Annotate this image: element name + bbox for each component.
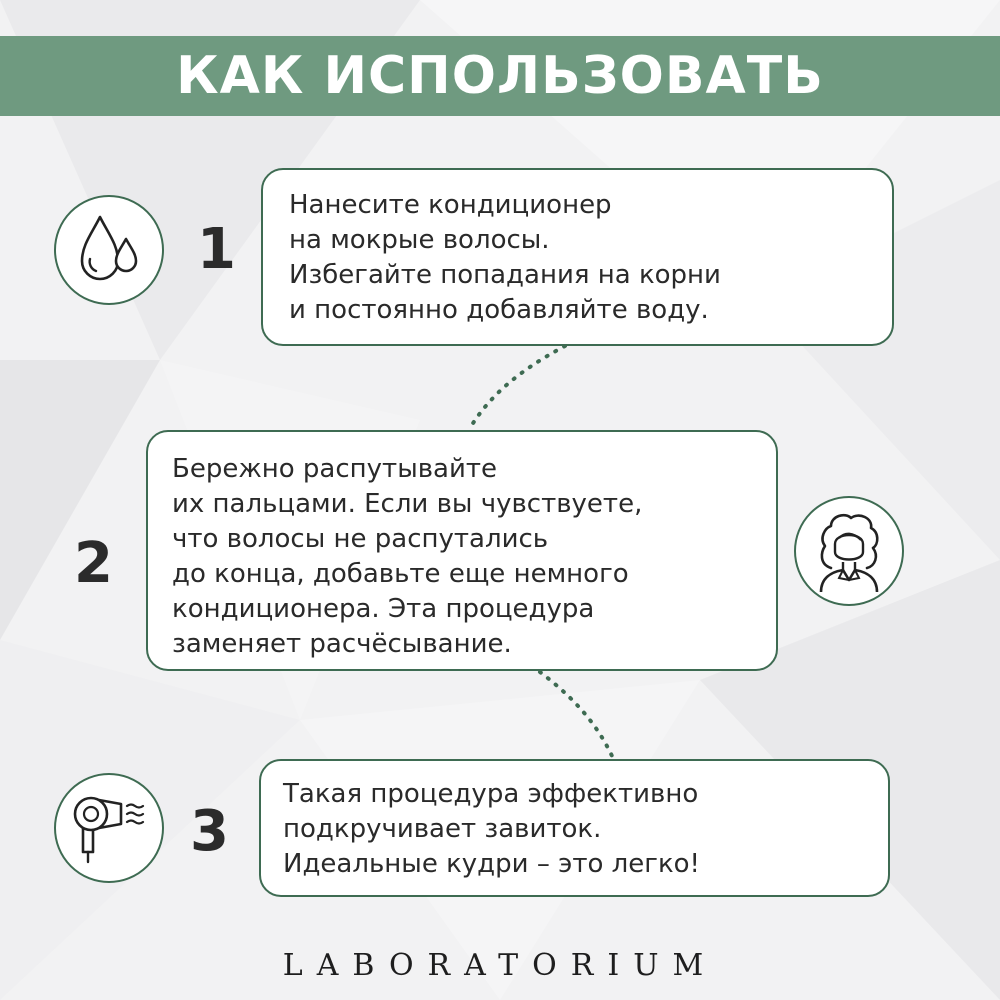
curly-hair-woman-icon bbox=[809, 508, 889, 594]
step-2-number: 2 bbox=[74, 531, 113, 596]
step-1-icon-circle bbox=[54, 195, 164, 305]
hair-dryer-icon bbox=[69, 790, 149, 866]
page-title: КАК ИСПОЛЬЗОВАТЬ bbox=[176, 46, 824, 106]
step-1-text: Нанесите кондиционер на мокрые волосы. Избегайте попадания на корни и постоянно добавляйте воду. bbox=[289, 190, 721, 325]
step-3-card bbox=[259, 759, 890, 897]
step-1-card bbox=[261, 168, 894, 346]
step-1-number: 1 bbox=[197, 217, 236, 282]
step-2-card bbox=[146, 430, 778, 671]
brand-logo-text: LABORATORIUM bbox=[282, 948, 718, 983]
water-drops-icon bbox=[74, 213, 144, 287]
step-2-text: Бережно распутывайте их пальцами. Если вы чувствуете, что волосы не распутались до конца, добавьте еще немного кондиционера. Эта процедура заменяет расчёсывание. bbox=[172, 454, 643, 659]
step-3-text: Такая процедура эффективно подкручивает завиток. Идеальные кудри – это легко! bbox=[283, 779, 700, 879]
title-banner bbox=[0, 36, 1000, 116]
step-3-icon-circle bbox=[54, 773, 164, 883]
step-2-icon-circle bbox=[794, 496, 904, 606]
step-3-number: 3 bbox=[190, 799, 229, 864]
